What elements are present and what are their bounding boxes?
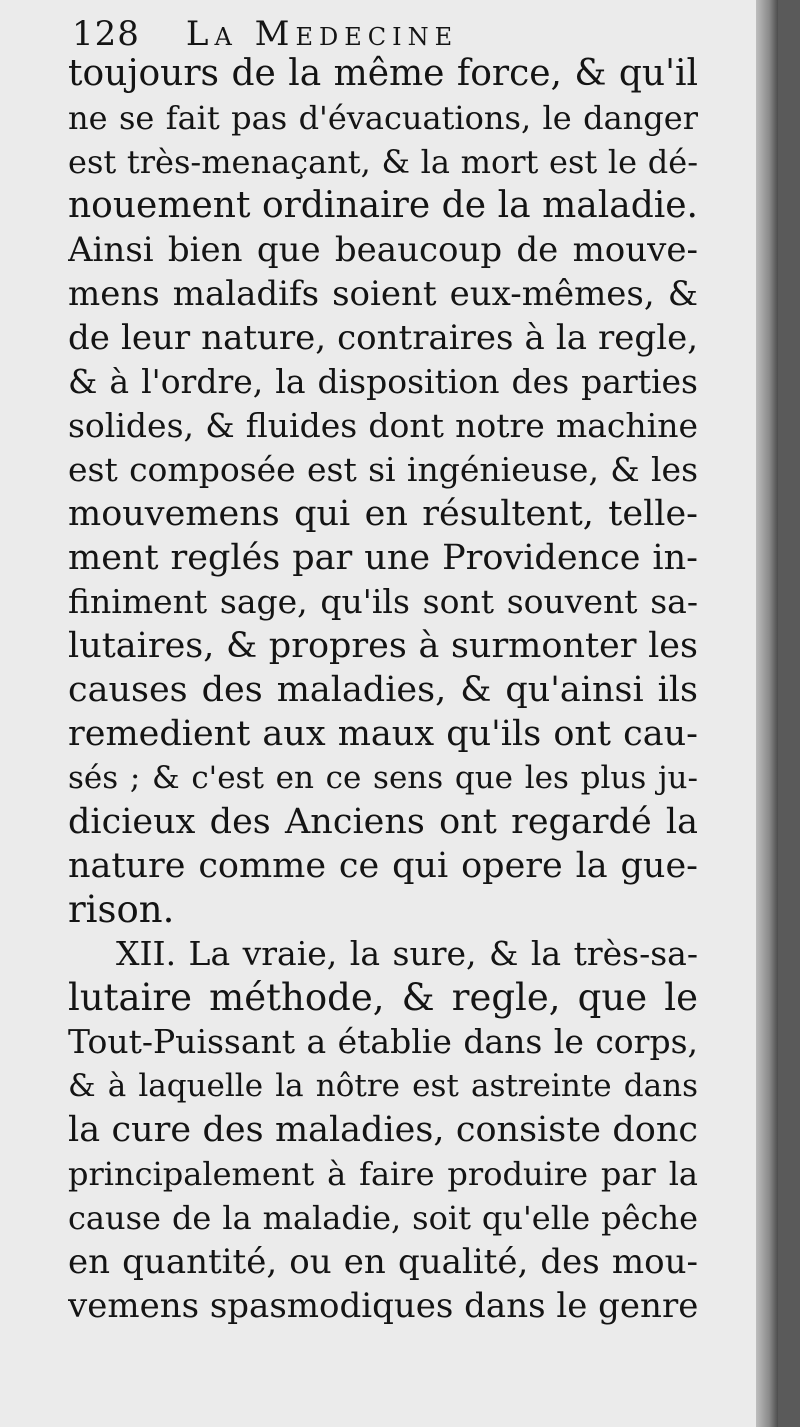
body-text bbox=[68, 52, 698, 1328]
text-line: sés ; & c'est en ce sens que les plus ju- bbox=[68, 760, 698, 796]
text-line: solides, & fluides dont notre machine bbox=[68, 406, 698, 445]
running-title: La Medecine bbox=[185, 14, 459, 54]
text-line: cause de la maladie, soit qu'elle pêche bbox=[68, 1199, 698, 1237]
text-line: & à l'ordre, la disposition des parties bbox=[68, 362, 698, 401]
text-line: est composée est si ingénieuse, & les bbox=[68, 450, 698, 489]
text-line: lutaires, & propres à surmonter les bbox=[68, 626, 698, 666]
text-line: rison. bbox=[68, 888, 175, 931]
text-line: nouement ordinaire de la maladie. bbox=[68, 185, 698, 226]
text-line: de leur nature, contraires à la regle, bbox=[68, 318, 698, 358]
text-line: en quantité, ou en qualité, des mou- bbox=[68, 1242, 698, 1282]
page-number: 128 bbox=[72, 14, 140, 54]
text-line: vemens spasmodiques dans le genre bbox=[68, 1286, 698, 1326]
text-line: ne se fait pas d'évacuations, le danger bbox=[68, 99, 698, 137]
text-line: XII. La vraie, la sure, & la très-sa- bbox=[116, 934, 698, 973]
text-line: remedient aux maux qu'ils ont cau- bbox=[68, 714, 698, 754]
text-line: ment reglés par une Providence in- bbox=[68, 538, 698, 578]
text-line: Ainsi bien que beaucoup de mouve- bbox=[68, 230, 698, 270]
text-line: dicieux des Anciens ont regardé la bbox=[68, 802, 698, 842]
text-line: Tout-Puissant a établie dans le corps, bbox=[68, 1022, 698, 1061]
text-line: mens maladifs soient eux-mêmes, & bbox=[68, 274, 698, 314]
text-line: est très-menaçant, & la mort est le dé- bbox=[68, 143, 698, 181]
text-line: & à laquelle la nôtre est astreinte dans bbox=[68, 1068, 698, 1104]
text-line: nature comme ce qui opere la gue- bbox=[68, 846, 698, 886]
text-line: toujours de la même force, & qu'il bbox=[68, 53, 698, 94]
text-line: mouvemens qui en résultent, telle- bbox=[68, 494, 698, 534]
text-line: finiment sage, qu'ils sont souvent sa- bbox=[68, 582, 698, 621]
page-edge-shadow bbox=[756, 0, 778, 1427]
text-line: causes des maladies, & qu'ainsi ils bbox=[68, 670, 698, 710]
text-line: lutaire méthode, & regle, que le bbox=[68, 976, 698, 1019]
text-line: principalement à faire produire par la bbox=[68, 1155, 698, 1193]
text-line: la cure des maladies, consiste donc bbox=[68, 1110, 698, 1150]
